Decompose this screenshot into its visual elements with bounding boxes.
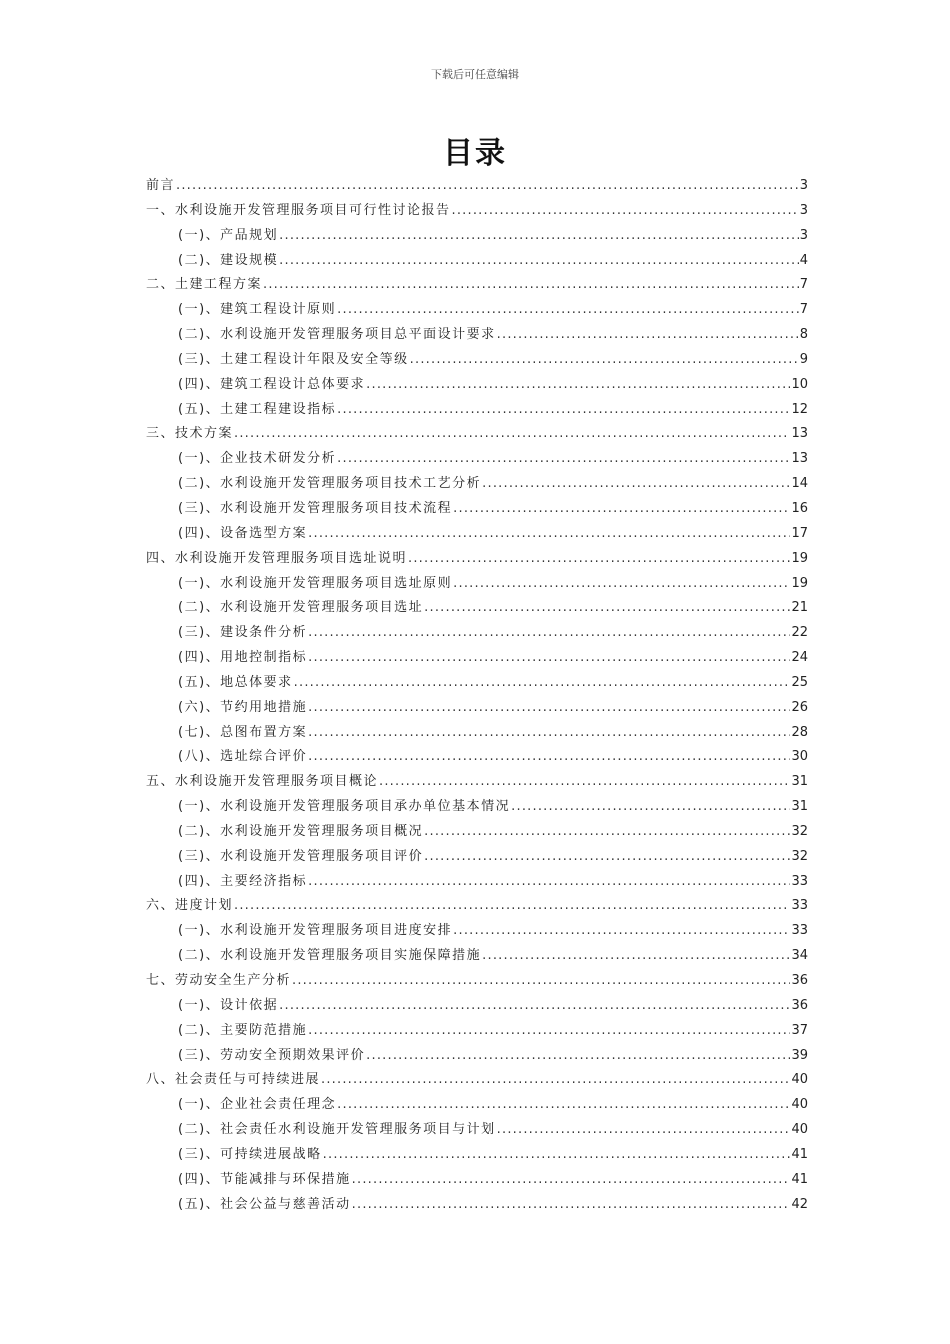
toc-entry[interactable] <box>146 1019 808 1044</box>
toc-entry-page-number: 10 <box>791 376 808 392</box>
toc-dot-leader <box>176 174 799 199</box>
toc-entry-page-number: 40 <box>791 1072 808 1088</box>
toc-dot-leader <box>279 249 799 274</box>
toc-dot-leader <box>424 596 790 621</box>
toc-entry-page-number: 14 <box>791 476 808 492</box>
toc-entry-label: (四)、设备选型方案 <box>178 525 308 541</box>
toc-entry[interactable] <box>146 1193 808 1218</box>
toc-entry-page-number: 33 <box>791 873 808 889</box>
toc-entry[interactable] <box>146 497 808 522</box>
toc-entry[interactable] <box>146 820 808 845</box>
toc-entry-page-number: 16 <box>791 500 808 516</box>
toc-entry-label: (三)、可持续进展战略 <box>178 1146 322 1162</box>
toc-entry[interactable] <box>146 373 808 398</box>
toc-dot-leader <box>352 1193 791 1218</box>
toc-entry-label: (二)、水利设施开发管理服务项目选址 <box>178 600 424 616</box>
toc-dot-leader <box>321 1068 790 1093</box>
toc-dot-leader <box>410 348 799 373</box>
toc-entry-page-number: 17 <box>791 525 808 541</box>
toc-entry-label: (三)、建设条件分析 <box>178 625 308 641</box>
toc-entry-label: 四、水利设施开发管理服务项目选址说明 <box>146 550 408 566</box>
toc-entry-label: (五)、土建工程建设指标 <box>178 401 337 417</box>
toc-entry[interactable] <box>146 224 808 249</box>
toc-dot-leader <box>308 721 790 746</box>
toc-entry-page-number: 31 <box>791 799 808 815</box>
toc-entry-page-number: 26 <box>791 699 808 715</box>
toc-entry[interactable] <box>146 298 808 323</box>
toc-entry-label: (二)、主要防范措施 <box>178 1022 308 1038</box>
toc-entry[interactable] <box>146 696 808 721</box>
toc-entry-label: (一)、建筑工程设计原则 <box>178 302 337 318</box>
toc-dot-leader <box>337 298 799 323</box>
toc-entry-page-number: 32 <box>791 823 808 839</box>
toc-entry[interactable] <box>146 969 808 994</box>
toc-entry[interactable] <box>146 572 808 597</box>
toc-entry[interactable] <box>146 1044 808 1069</box>
toc-dot-leader <box>323 1143 791 1168</box>
toc-entry-page-number: 13 <box>791 426 808 442</box>
toc-dot-leader <box>308 696 790 721</box>
toc-entry-label: (二)、水利设施开发管理服务项目概况 <box>178 823 424 839</box>
toc-entry-label: (八)、选址综合评价 <box>178 749 308 765</box>
toc-entry-page-number: 4 <box>799 252 808 268</box>
toc-entry-page-number: 12 <box>791 401 808 417</box>
toc-dot-leader <box>308 621 790 646</box>
toc-entry[interactable] <box>146 249 808 274</box>
toc-entry-label: (二)、社会责任水利设施开发管理服务项目与计划 <box>178 1122 496 1138</box>
toc-dot-leader <box>292 969 790 994</box>
toc-entry-label: 八、社会责任与可持续进展 <box>146 1072 321 1088</box>
toc-entry-label: 三、技术方案 <box>146 426 234 442</box>
toc-entry[interactable] <box>146 845 808 870</box>
toc-entry-page-number: 32 <box>791 848 808 864</box>
toc-dot-leader <box>453 919 790 944</box>
toc-entry-label: (一)、产品规划 <box>178 227 279 243</box>
toc-entry-label: (二)、水利设施开发管理服务项目技术工艺分析 <box>178 476 482 492</box>
toc-dot-leader <box>497 1118 791 1143</box>
toc-entry-label: (三)、水利设施开发管理服务项目评价 <box>178 848 424 864</box>
toc-entry-page-number: 36 <box>791 973 808 988</box>
toc-entry-label: 六、进度计划 <box>146 898 234 914</box>
toc-dot-leader <box>453 497 790 522</box>
toc-entry-label: (六)、节约用地措施 <box>178 699 308 715</box>
toc-entry[interactable] <box>146 671 808 696</box>
toc-entry-page-number: 21 <box>791 600 808 616</box>
toc-dot-leader <box>352 1168 791 1193</box>
toc-entry-page-number: 7 <box>799 277 808 293</box>
toc-dot-leader <box>337 447 790 472</box>
toc-entry-page-number: 3 <box>799 227 808 243</box>
toc-entry[interactable] <box>146 273 808 298</box>
toc-dot-leader <box>279 224 799 249</box>
toc-entry[interactable] <box>146 422 808 447</box>
toc-entry-label: (一)、水利设施开发管理服务项目承办单位基本情况 <box>178 799 511 815</box>
toc-entry-page-number: 41 <box>791 1171 808 1187</box>
toc-dot-leader <box>452 199 799 224</box>
toc-entry[interactable] <box>146 199 808 224</box>
toc-entry-page-number: 24 <box>791 650 808 666</box>
toc-entry-page-number: 3 <box>799 178 808 193</box>
toc-entry-label: (四)、用地控制指标 <box>178 650 308 666</box>
toc-entry[interactable] <box>146 596 808 621</box>
toc-entry-page-number: 40 <box>791 1122 808 1138</box>
toc-entry-label: (二)、水利设施开发管理服务项目实施保障措施 <box>178 948 482 964</box>
toc-entry-label: (四)、主要经济指标 <box>178 873 308 889</box>
toc-entry[interactable] <box>146 944 808 969</box>
toc-dot-leader <box>366 1044 790 1069</box>
toc-entry[interactable] <box>146 1068 808 1093</box>
toc-dot-leader <box>337 1093 790 1118</box>
toc-entry-page-number: 36 <box>791 997 808 1013</box>
toc-entry[interactable] <box>146 348 808 373</box>
toc-dot-leader <box>234 422 790 447</box>
toc-entry-page-number: 28 <box>791 724 808 740</box>
table-of-contents <box>146 174 808 1217</box>
toc-dot-leader <box>424 845 790 870</box>
toc-entry[interactable] <box>146 1093 808 1118</box>
toc-entry[interactable] <box>146 323 808 348</box>
toc-entry[interactable] <box>146 472 808 497</box>
toc-entry-page-number: 31 <box>791 774 808 790</box>
toc-entry-label: 五、水利设施开发管理服务项目概论 <box>146 774 379 790</box>
toc-entry-page-number: 42 <box>791 1196 808 1212</box>
toc-entry-label: (五)、社会公益与慈善活动 <box>178 1196 351 1212</box>
toc-dot-leader <box>263 273 799 298</box>
toc-dot-leader <box>308 1019 790 1044</box>
toc-entry-page-number: 22 <box>791 625 808 641</box>
toc-entry-label: (一)、设计依据 <box>178 997 279 1013</box>
toc-entry-page-number: 7 <box>799 302 808 318</box>
toc-entry-label: (二)、建设规模 <box>178 252 279 268</box>
toc-entry-page-number: 39 <box>791 1047 808 1063</box>
toc-entry-label: (四)、节能减排与环保措施 <box>178 1171 351 1187</box>
toc-dot-leader <box>234 894 790 919</box>
toc-dot-leader <box>308 745 790 770</box>
toc-entry[interactable] <box>146 745 808 770</box>
toc-entry[interactable] <box>146 894 808 919</box>
toc-entry-label: 前言 <box>146 178 176 193</box>
page-header: 下载后可任意编辑 <box>431 68 519 81</box>
toc-entry-page-number: 19 <box>791 575 808 591</box>
toc-dot-leader <box>308 870 790 895</box>
toc-entry-page-number: 13 <box>791 451 808 467</box>
toc-entry[interactable] <box>146 994 808 1019</box>
toc-entry-label: (一)、企业技术研发分析 <box>178 451 337 467</box>
toc-entry-label: (七)、总图布置方案 <box>178 724 308 740</box>
toc-entry-label: 一、水利设施开发管理服务项目可行性讨论报告 <box>146 202 451 218</box>
toc-dot-leader <box>482 944 790 969</box>
toc-dot-leader <box>453 572 790 597</box>
toc-dot-leader <box>366 373 790 398</box>
toc-entry[interactable] <box>146 770 808 795</box>
toc-entry-label: 七、劳动安全生产分析 <box>146 973 292 988</box>
toc-entry-page-number: 25 <box>791 674 808 690</box>
toc-entry[interactable] <box>146 870 808 895</box>
toc-dot-leader <box>424 820 790 845</box>
toc-dot-leader <box>379 770 790 795</box>
toc-entry[interactable] <box>146 547 808 572</box>
toc-entry[interactable] <box>146 522 808 547</box>
toc-entry-page-number: 30 <box>791 749 808 765</box>
toc-dot-leader <box>279 994 790 1019</box>
toc-dot-leader <box>308 646 790 671</box>
toc-dot-leader <box>482 472 790 497</box>
toc-entry-page-number: 41 <box>791 1146 808 1162</box>
toc-entry-label: (五)、地总体要求 <box>178 674 293 690</box>
toc-entry[interactable] <box>146 398 808 423</box>
toc-entry-page-number: 37 <box>791 1022 808 1038</box>
toc-dot-leader <box>294 671 791 696</box>
toc-entry-page-number: 33 <box>791 898 808 914</box>
page-title: 目录 <box>443 136 507 171</box>
toc-entry-page-number: 40 <box>791 1097 808 1113</box>
toc-entry[interactable] <box>146 646 808 671</box>
toc-entry-label: (三)、土建工程设计年限及安全等级 <box>178 351 409 367</box>
toc-entry-label: (一)、水利设施开发管理服务项目进度安排 <box>178 923 453 939</box>
toc-entry[interactable] <box>146 621 808 646</box>
toc-entry[interactable] <box>146 1118 808 1143</box>
toc-dot-leader <box>337 398 790 423</box>
toc-dot-leader <box>511 795 790 820</box>
toc-entry-page-number: 33 <box>791 923 808 939</box>
toc-entry-label: (一)、水利设施开发管理服务项目选址原则 <box>178 575 453 591</box>
toc-entry-label: 二、土建工程方案 <box>146 277 263 293</box>
toc-entry[interactable] <box>146 1168 808 1193</box>
toc-entry[interactable] <box>146 447 808 472</box>
toc-entry-page-number: 9 <box>799 351 808 367</box>
toc-entry-label: (三)、劳动安全预期效果评价 <box>178 1047 366 1063</box>
toc-entry[interactable] <box>146 721 808 746</box>
toc-entry-label: (四)、建筑工程设计总体要求 <box>178 376 366 392</box>
toc-entry-page-number: 3 <box>799 202 808 218</box>
toc-entry-page-number: 19 <box>791 550 808 566</box>
toc-entry-label: (一)、企业社会责任理念 <box>178 1097 337 1113</box>
toc-entry[interactable] <box>146 795 808 820</box>
toc-dot-leader <box>497 323 799 348</box>
toc-dot-leader <box>308 522 790 547</box>
toc-entry[interactable] <box>146 919 808 944</box>
toc-entry[interactable] <box>146 174 808 199</box>
toc-entry[interactable] <box>146 1143 808 1168</box>
toc-entry-page-number: 34 <box>791 948 808 964</box>
toc-entry-page-number: 8 <box>799 327 808 343</box>
toc-entry-label: (二)、水利设施开发管理服务项目总平面设计要求 <box>178 327 496 343</box>
toc-entry-label: (三)、水利设施开发管理服务项目技术流程 <box>178 500 453 516</box>
toc-dot-leader <box>408 547 790 572</box>
